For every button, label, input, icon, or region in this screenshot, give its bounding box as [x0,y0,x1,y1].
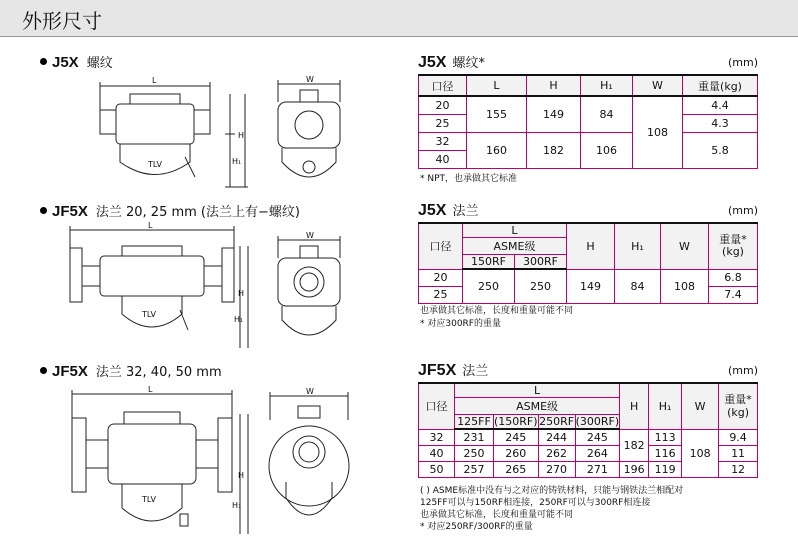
cell-150rf: 245 [494,429,539,445]
col-h: H [620,383,649,429]
col-150rf: (150RF) [494,415,538,428]
cell-150rf: 260 [494,445,539,461]
cell-l: 155 [467,96,527,132]
dim-label-w: W [306,387,314,396]
drawing-jf5x-large-side [262,386,358,540]
col-h: H [527,75,581,96]
cell-125ff: 257 [455,461,494,477]
table3-jf5x-flanged [418,382,758,478]
cell-h1: 113 [649,429,682,445]
table3-note: 125FF可以与150RF相连接，250RF可以与300RF相连接 [420,498,651,508]
drawing-jf5x-small-front [62,222,254,354]
cell-l300: 250 [515,269,567,303]
col-150rf: 150RF [463,255,515,270]
cell-h: 196 [620,461,649,477]
cell-w: 108 [682,429,719,477]
cell-weight: 5.8 [683,132,758,168]
table-unit: (mm) [727,56,758,69]
table-model: JF5X [418,362,457,379]
cell-size: 32 [419,132,467,150]
cell-150rf: 265 [494,461,539,477]
col-asme: ASME级 [463,238,567,255]
cell-300rf: 264 [575,445,620,461]
col-300rf: 300RF [515,255,567,270]
col-h: H [567,223,615,269]
cell-weight: 11 [719,445,758,461]
col-weight: 重量(kg) [683,75,758,96]
cell-size: 50 [419,461,455,477]
table-model: J5X [418,202,447,219]
col-250rf: 250RF [539,415,575,428]
section-desc: 法兰 32, 40, 50 mm [95,365,222,380]
table-unit: (mm) [727,204,758,217]
col-h1: H₁ [615,223,661,269]
cell-size: 40 [419,150,467,168]
cell-h: 182 [620,429,649,461]
cell-125ff: 231 [455,429,494,445]
cell-h: 149 [567,269,615,303]
cell-h1: 84 [581,96,633,132]
section-jf5x-small [40,201,300,220]
table1-title [418,52,758,72]
cell-l150: 250 [463,269,515,303]
col-l: L [467,75,527,96]
cell-250rf: 262 [538,445,575,461]
table-row [419,429,758,445]
col-weight: 重量* (kg) [709,223,758,269]
dim-label-w: W [306,231,314,240]
cell-h: 149 [527,96,581,132]
dim-label-l: L [148,222,153,230]
col-size: 口径 [419,223,463,269]
table3-title [418,360,758,380]
table3-note: 也承做其它标准，长度和重量可能不同 [420,510,574,520]
col-h1: H₁ [581,75,633,96]
cell-300rf: 245 [575,429,620,445]
table1-j5x-screwed [418,74,758,169]
drawing-jf5x-large-front [62,384,254,540]
dim-label-h1: H₁ [232,501,242,510]
cell-weight: 4.3 [683,114,758,132]
cell-weight: 7.4 [709,286,758,303]
cell-size: 32 [419,429,455,445]
dim-label-w: W [306,75,314,84]
brand-label: TLV [148,160,162,169]
col-size: 口径 [419,383,455,429]
dim-label-h: H [238,131,245,140]
cell-l: 160 [467,132,527,168]
col-h1: H₁ [649,383,682,429]
table2-j5x-flanged [418,222,758,304]
col-125ff: 125FF [455,415,494,430]
cell-size: 25 [419,114,467,132]
page-title: 外形尺寸 [22,9,102,33]
table-unit: (mm) [727,364,758,377]
bullet-icon [40,58,47,65]
cell-weight: 9.4 [719,429,758,445]
cell-w: 108 [661,269,709,303]
dim-label-l: L [152,76,157,85]
cell-250rf: 270 [538,461,575,477]
cell-size: 25 [419,286,463,303]
cell-weight: 4.4 [683,96,758,114]
dim-label-l: L [148,385,153,394]
dim-label-h: H [238,471,245,480]
section-model: J5X [52,54,79,71]
page-header [0,0,798,37]
cell-h1: 116 [649,445,682,461]
cell-size: 40 [419,445,455,461]
section-j5x-screwed [40,52,113,71]
table2-note: * 对应300RF的重量 [420,319,501,329]
col-300rf: (300RF) [575,415,620,428]
table2-note: 也承做其它标准，长度和重量可能不同 [420,306,574,316]
cell-125ff: 250 [455,445,494,461]
dim-label-h1: H₁ [234,315,244,324]
col-l: L [463,223,567,238]
cell-w: 108 [633,96,683,168]
brand-label: TLV [142,495,156,504]
cell-h1: 106 [581,132,633,168]
dim-label-h1: H₁ [232,157,242,166]
col-l: L [455,383,620,398]
cell-h1: 119 [649,461,682,477]
table-type: 法兰 [452,204,479,219]
section-desc: 螺纹 [86,56,113,71]
section-model: JF5X [52,203,88,220]
bullet-icon [40,367,47,374]
brand-label: TLV [142,310,156,319]
col-w: W [682,383,719,429]
cell-300rf: 271 [575,461,620,477]
cell-weight: 12 [719,461,758,477]
dim-label-h: H [238,289,245,298]
cell-size: 20 [419,96,467,114]
cell-h: 182 [527,132,581,168]
drawing-jf5x-small-side [270,228,350,354]
drawing-j5x-side [270,72,350,194]
drawing-j5x-front [90,72,250,194]
col-size: 口径 [419,75,467,96]
section-model: JF5X [52,363,88,380]
col-weight: 重量* (kg) [719,383,758,429]
section-jf5x-large [40,361,222,380]
col-w: W [661,223,709,269]
table-type: 法兰 [462,364,489,379]
table-model: J5X [418,54,447,71]
col-asme: ASME级 [455,398,620,415]
col-w: W [633,75,683,96]
bullet-icon [40,207,47,214]
cell-250rf: 244 [538,429,575,445]
table3-note: ( ) ASME标准中没有与之对应的铸铁材料，只能与钢铁法兰相配对 [420,486,684,496]
table3-note: * 对应250RF/300RF的重量 [420,522,533,532]
cell-weight: 6.8 [709,269,758,286]
table2-title [418,200,758,220]
table-type: 螺纹* [452,56,485,71]
table1-note: * NPT，也承做其它标准 [420,174,518,184]
cell-size: 20 [419,269,463,286]
section-desc: 法兰 20, 25 mm (法兰上有−螺纹) [95,205,300,220]
cell-h1: 84 [615,269,661,303]
